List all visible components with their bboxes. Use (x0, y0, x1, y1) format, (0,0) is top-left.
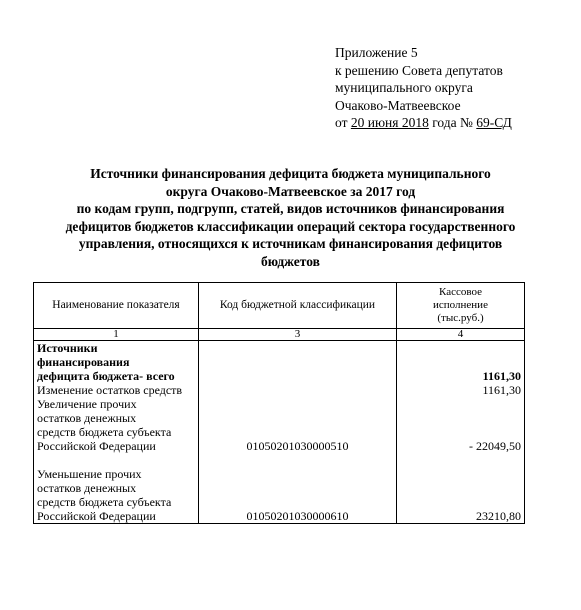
header-cash-execution-line-2: исполнение (433, 299, 488, 311)
title-line-5: управления, относящихся к источникам финансирования дефицитов (78, 236, 503, 251)
decrease-name-line-1: Уменьшение прочих (37, 467, 142, 481)
table-header-row (34, 283, 525, 329)
header-cash-execution-line-3: (тыс.руб.) (437, 312, 484, 324)
increase-code: 01050201030000510 (246, 439, 349, 453)
decrease-name-line-3: средств бюджета субъекта (37, 495, 172, 509)
column-number-3: 3 (199, 329, 397, 341)
total-name-line-3: дефицита бюджета- всего (37, 369, 175, 383)
total-name-line-2: финансирования (37, 355, 130, 369)
row-spacer (37, 453, 195, 467)
indicator-names-cell (34, 341, 199, 524)
title-line-1: Источники финансирования дефицита бюджета муниципального (90, 166, 491, 181)
decrease-name-line-4: Российской Федерации (37, 509, 156, 523)
classification-codes-cell (199, 341, 397, 524)
column-number-row (34, 329, 525, 341)
header-classification-code: Код бюджетной классификации (199, 283, 397, 329)
change-value: 1161,30 (482, 383, 521, 397)
increase-name-line-3: средств бюджета субъекта (37, 425, 172, 439)
decrease-name-line-2: остатков денежных (37, 481, 137, 495)
total-value: 1161,30 (482, 369, 521, 383)
title-line-2: округа Очаково-Матвеевское за 2017 год (165, 183, 416, 199)
decrease-value: 23210,80 (476, 509, 521, 523)
appendix-header (335, 44, 512, 132)
increase-name-line-4: Российской Федерации (37, 439, 156, 453)
change-name: Изменение остатков средств (37, 383, 183, 397)
header-indicator-name: Наименование показателя (34, 283, 199, 329)
appendix-line-4: Очаково-Матвеевское (335, 97, 461, 113)
increase-value: - 22049,50 (469, 439, 521, 453)
column-number-4: 4 (397, 329, 525, 341)
header-cash-execution-line-1: Кассовое (439, 286, 482, 298)
appendix-mid: года № (428, 115, 477, 130)
title-line-3: по кодам групп, подгрупп, статей, видов источников финансирования (76, 201, 505, 216)
column-number-1: 1 (34, 329, 199, 341)
document-title (20, 165, 561, 270)
increase-name-line-1: Увеличение прочих (37, 397, 137, 411)
increase-name-line-2: остатков денежных (37, 411, 137, 425)
total-name-line-1: Источники (37, 341, 98, 355)
title-line-6: бюджетов (261, 253, 320, 269)
appendix-line-3: муниципального округа (335, 80, 473, 95)
appendix-number: 69-СД (476, 115, 512, 130)
financing-sources-table (33, 282, 525, 524)
table-row (34, 341, 525, 524)
header-cash-execution (397, 283, 525, 329)
appendix-line-2: к решению Совета депутатов (335, 62, 503, 78)
title-line-4: дефицитов бюджетов классификации операций сектора государственного (65, 218, 516, 234)
decrease-code: 01050201030000610 (246, 509, 349, 523)
cash-execution-values-cell (397, 341, 525, 524)
appendix-prefix: от (335, 115, 351, 130)
appendix-date: 20 июня 2018 (350, 115, 429, 130)
appendix-decision-line (335, 114, 512, 132)
appendix-line-1: Приложение 5 (335, 45, 418, 60)
